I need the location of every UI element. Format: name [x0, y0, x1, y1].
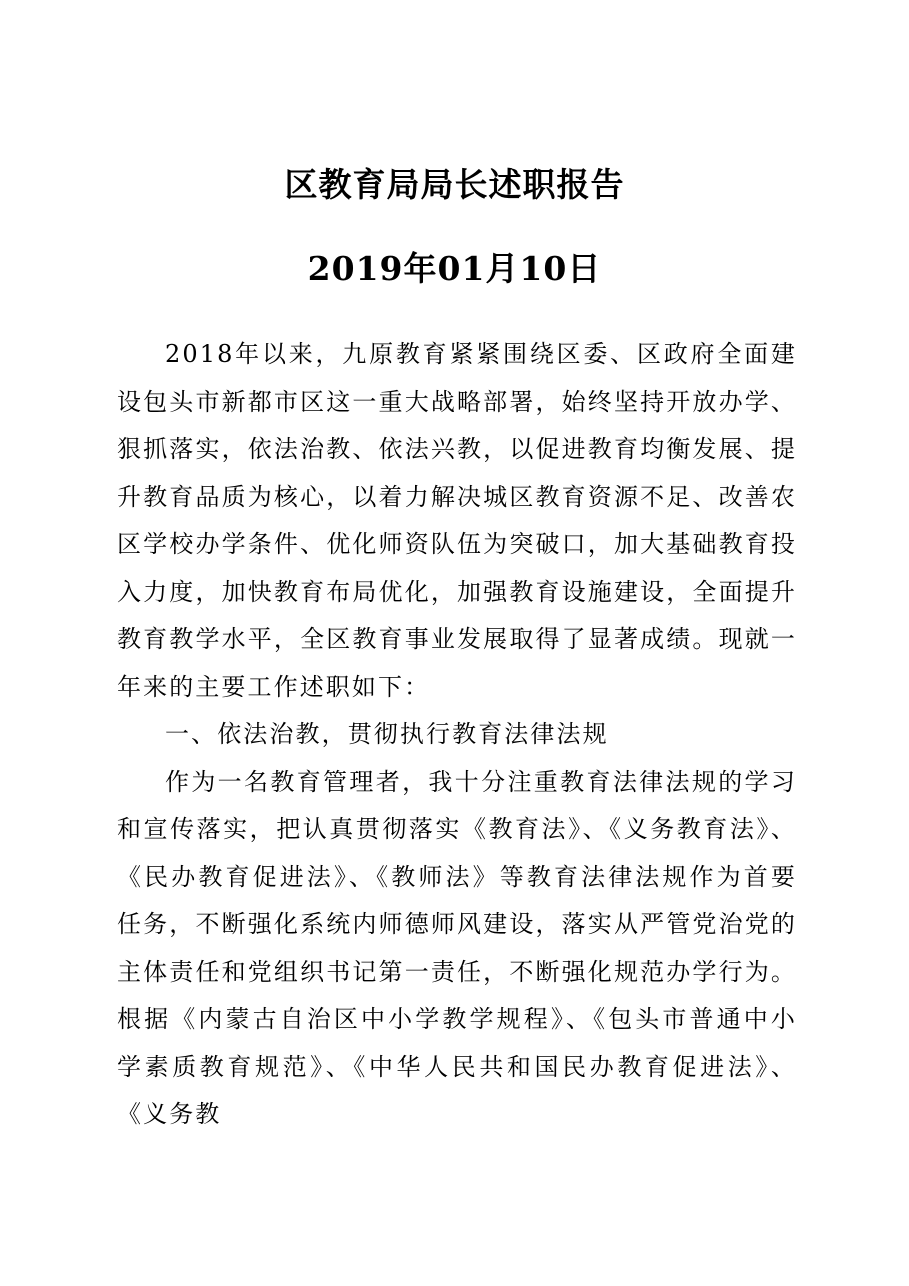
document-body — [117, 331, 797, 1139]
document-title: 区教育局局长述职报告 — [284, 165, 625, 204]
paragraph-section-1: 作为一名教育管理者，我十分注重教育法律法规的学习和宣传落实，把认真贯彻落实《教育法》、《义务教育法》、《民办教育促进法》、《教师法》等教育法律法规作为首要任务，不断强化系统内师德师风建设，落实从严管党治党的主体责任和党组织书记第一责任，不断强化规范办学行为。根据《内蒙古自治区中小学教学规程》、《包头市普通中小学素质教育规范》、《中华人民共和国民办教育促进法》、《义务教 — [117, 767, 797, 1128]
section-heading-1: 一、依法治教，贯彻执行教育法律法规 — [165, 720, 609, 748]
document-date: 2019年01月10日 — [307, 249, 602, 288]
paragraph-intro: 2018年以来，九原教育紧紧围绕区委、区政府全面建设包头市新都市区这一重大战略部署，始终坚持开放办学、狠抓落实，依法治教、依法兴教，以促进教育均衡发展、提升教育品质为核心，以着力解决城区教育资源不足、改善农区学校办学条件、优化师资队伍为突破口，加大基础教育投入力度，加快教育布局优化，加强教育设施建设，全面提升教育教学水平，全区教育事业发展取得了显著成绩。现就一年来的主要工作述职如下： — [117, 340, 797, 701]
